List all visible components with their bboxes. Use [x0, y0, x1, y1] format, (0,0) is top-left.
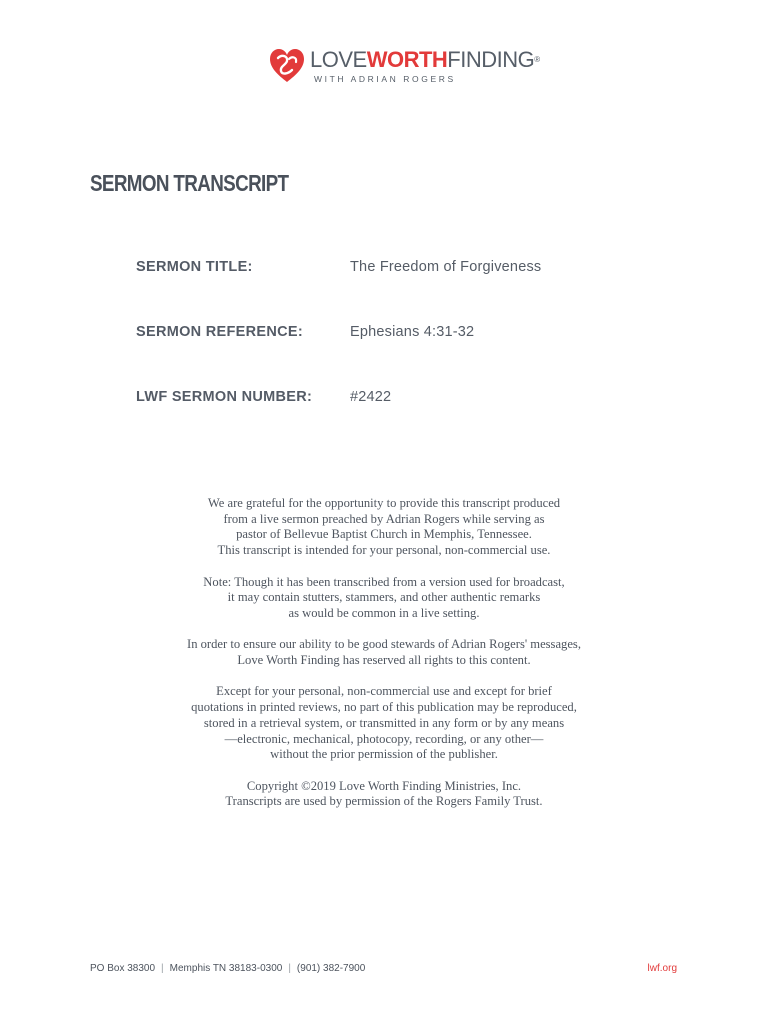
page-footer: [0, 963, 768, 979]
notice-line: it may contain stutters, stammers, and other authentic remarks: [227, 590, 541, 605]
po-box: PO Box 38300: [90, 963, 156, 974]
notice-line: Copyright ©2019 Love Worth Finding Ministries, Inc.: [246, 778, 522, 793]
notice-paragraph-copyright: [134, 779, 634, 810]
sermon-title-label: SERMON TITLE:: [136, 259, 253, 275]
notice-paragraph-rights: [134, 637, 634, 668]
notice-line: Love Worth Finding has reserved all rights to this content.: [237, 653, 531, 667]
copyright-notice: [134, 496, 634, 826]
brand-tagline: WITH ADRIAN ROGERS: [314, 74, 456, 84]
notice-line: In order to ensure our ability to be good stewards of Adrian Rogers' messages,: [187, 637, 581, 652]
brand-finding: FINDING: [447, 47, 535, 72]
notice-line: stored in a retrieval system, or transmitted in any form or by any means: [203, 715, 565, 730]
notice-line: pastor of Bellevue Baptist Church in Memphis, Tennessee.: [236, 527, 532, 542]
sermon-title-value: The Freedom of Forgiveness: [350, 259, 542, 275]
notice-line: —electronic, mechanical, photocopy, recording, or any other—: [224, 731, 544, 746]
notice-paragraph-reproduction: [134, 684, 634, 763]
footer-separator: |: [288, 963, 291, 974]
notice-line: This transcript is intended for your personal, non-commercial use.: [217, 543, 551, 558]
document-heading: SERMON TRANSCRIPT: [90, 170, 289, 196]
footer-separator: |: [161, 963, 164, 974]
notice-line: from a live sermon preached by Adrian Rogers while serving as: [223, 511, 545, 526]
phone-number: (901) 382-7900: [296, 963, 366, 974]
city-zip: Memphis TN 38183-0300: [169, 963, 283, 974]
notice-line: Except for your personal, non-commercial use and except for brief: [216, 684, 552, 699]
notice-line: as would be common in a live setting.: [288, 605, 480, 620]
brand-love: LOVE: [310, 47, 367, 72]
notice-paragraph-gratitude: [134, 496, 634, 559]
contact-address: [90, 963, 365, 974]
lwf-logo: [268, 44, 540, 90]
notice-paragraph-transcription-note: [134, 575, 634, 622]
sermon-number-label: LWF SERMON NUMBER:: [136, 389, 313, 405]
notice-line: quotations in printed reviews, no part of this publication may be reproduced,: [191, 700, 577, 715]
heart-logo-icon: [268, 46, 306, 86]
registered-mark: ®: [534, 55, 540, 64]
brand-worth: WORTH: [366, 47, 448, 72]
brand-wordmark: [310, 48, 540, 72]
notice-line: Note: Though it has been transcribed from a version used for broadcast,: [203, 574, 565, 589]
notice-line: without the prior permission of the publisher.: [270, 747, 498, 762]
sermon-reference-value: Ephesians 4:31-32: [350, 324, 475, 340]
notice-line: Transcripts are used by permission of the Rogers Family Trust.: [225, 794, 543, 809]
sermon-reference-label: SERMON REFERENCE:: [136, 324, 304, 340]
sermon-number-value: #2422: [350, 389, 392, 405]
website-link[interactable]: lwf.org: [647, 963, 677, 974]
notice-line: We are grateful for the opportunity to provide this transcript produced: [207, 496, 561, 510]
